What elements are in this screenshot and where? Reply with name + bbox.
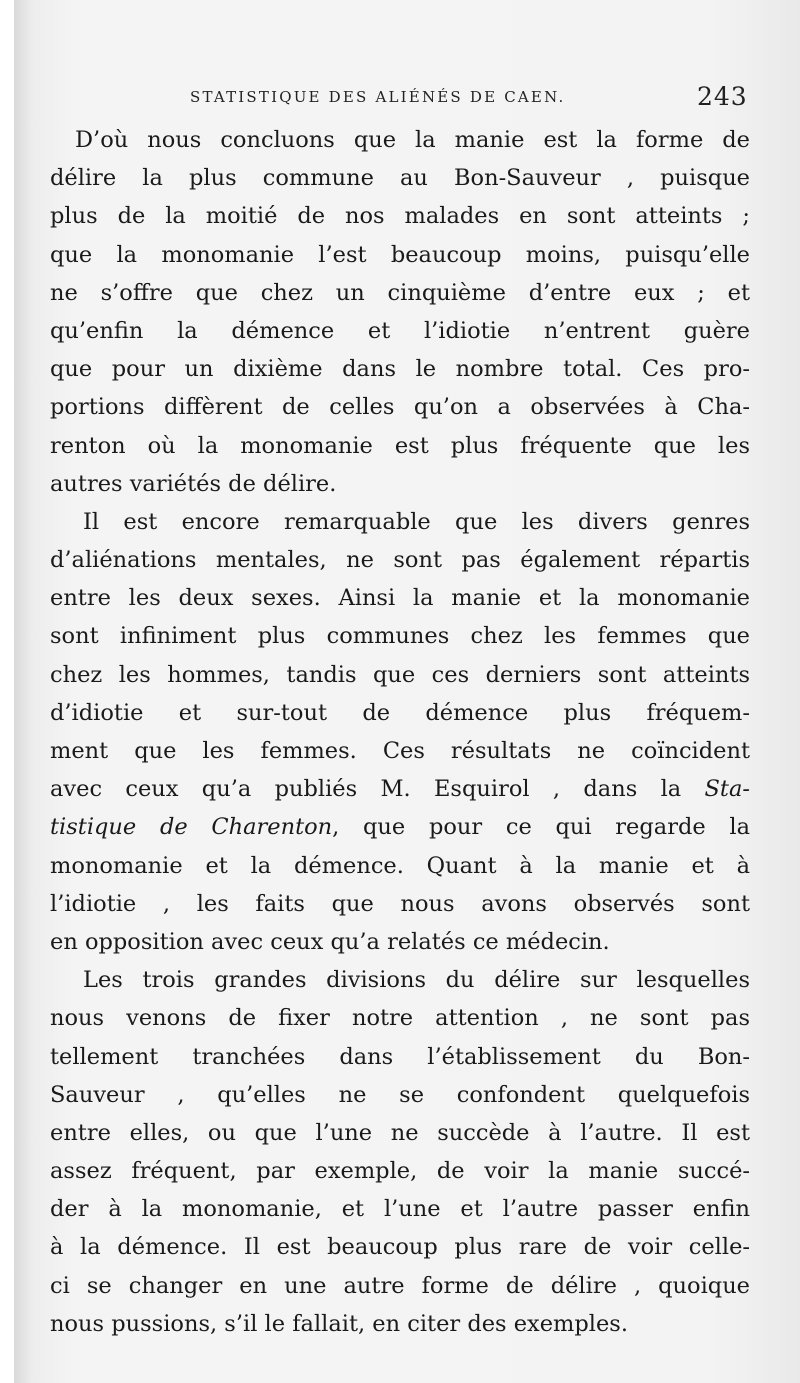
text-line [50,1267,750,1305]
text-line [50,121,750,159]
text-line [50,732,750,770]
text-segment: plus de la moitié de nos malades en sont atteints ; [50,203,750,230]
text-segment: tellement tranchées dans l’établissement du Bon- [50,1043,750,1070]
text-segment: renton où la monomanie est plus fréquente que les [50,432,750,459]
text-segment: entre les deux sexes. Ainsi la manie et la monomanie [50,585,750,612]
text-segment: sont infiniment plus communes chez les femmes que [50,623,750,650]
text-line [50,388,750,426]
text-line [50,961,750,999]
text-line [50,465,750,503]
text-line [50,1190,750,1228]
text-line [50,770,750,808]
text-segment: Les trois grandes divisions du délire sur lesquelles [83,967,750,994]
text-line [50,808,750,846]
running-head: STATISTIQUE DES ALIÉNÉS DE CAEN. [190,88,566,106]
text-line [50,885,750,923]
text-segment: délire la plus commune au Bon-Sauveur , puisque [50,165,750,192]
text-segment: entre elles, ou que l’une ne succède à l’autre. Il est [50,1119,750,1146]
text-segment: portions diffèrent de celles qu’on a observées à Cha- [50,394,750,421]
text-line [50,236,750,274]
text-segment: monomanie et la démence. Quant à la manie et à [50,852,750,879]
body-text [50,121,750,1343]
text-line [50,1076,750,1114]
text-segment: ci se changer en une autre forme de délire , quoique [50,1272,750,1299]
text-line [50,197,750,235]
text-segment: que pour un dixième dans le nombre total. Ces pro- [50,356,750,383]
text-segment: der à la monomanie, et l’une et l’autre passer enfin [50,1196,750,1223]
text-line [50,656,750,694]
text-line [50,694,750,732]
text-segment: Il est encore remarquable que les divers genres [83,508,750,535]
text-segment: d’aliénations mentales, ne sont pas également répartis [50,547,750,574]
text-line [50,1038,750,1076]
text-segment: avec ceux qu’a publiés M. Esquirol , dans la [50,776,705,803]
text-line [50,1114,750,1152]
text-segment: Sauveur , qu’elles ne se confondent quelquefois [50,1081,750,1108]
text-line [50,159,750,197]
italic-segment: Sta- [704,776,750,803]
page-number: 243 [697,82,748,111]
text-segment: d’idiotie et sur-tout de démence plus fréquem- [50,699,750,726]
text-segment: autres variétés de délire. [50,470,337,497]
text-line [50,427,750,465]
text-segment: nous pussions, s’il le fallait, en citer des exemples. [50,1310,629,1337]
text-segment: assez fréquent, par exemple, de voir la manie succé- [50,1158,750,1185]
text-segment: chez les hommes, tandis que ces derniers sont atteints [50,661,750,688]
text-segment: , que pour ce qui regarde la [332,814,750,841]
text-segment: ment que les femmes. Ces résultats ne coïncident [50,738,750,764]
page-header [0,82,800,112]
text-segment: D’où nous concluons que la manie est la forme de [75,127,750,153]
text-line [50,1152,750,1190]
text-line [50,503,750,541]
text-segment: que la monomanie l’est beaucoup moins, puisqu’elle [50,241,750,268]
text-line [50,312,750,350]
text-line [50,579,750,617]
text-segment: nous venons de fixer notre attention , ne sont pas [50,1005,750,1032]
text-line [50,274,750,312]
text-segment: l’idiotie , les faits que nous avons observés sont [50,890,750,917]
text-line [50,350,750,388]
text-line [50,999,750,1037]
text-line [50,1228,750,1266]
text-segment: en opposition avec ceux qu’a relatés ce médecin. [50,928,610,955]
text-line [50,541,750,579]
text-segment: ne s’offre que chez un cinquième d’entre eux ; et [50,279,750,306]
text-segment: à la démence. Il est beaucoup plus rare de voir celle- [50,1234,750,1261]
text-line [50,847,750,885]
text-line [50,923,750,961]
text-segment: qu’enfin la démence et l’idiotie n’entrent guère [50,317,750,344]
italic-segment: tistique de Charenton [50,814,333,841]
text-line [50,1305,750,1343]
text-line [50,617,750,655]
